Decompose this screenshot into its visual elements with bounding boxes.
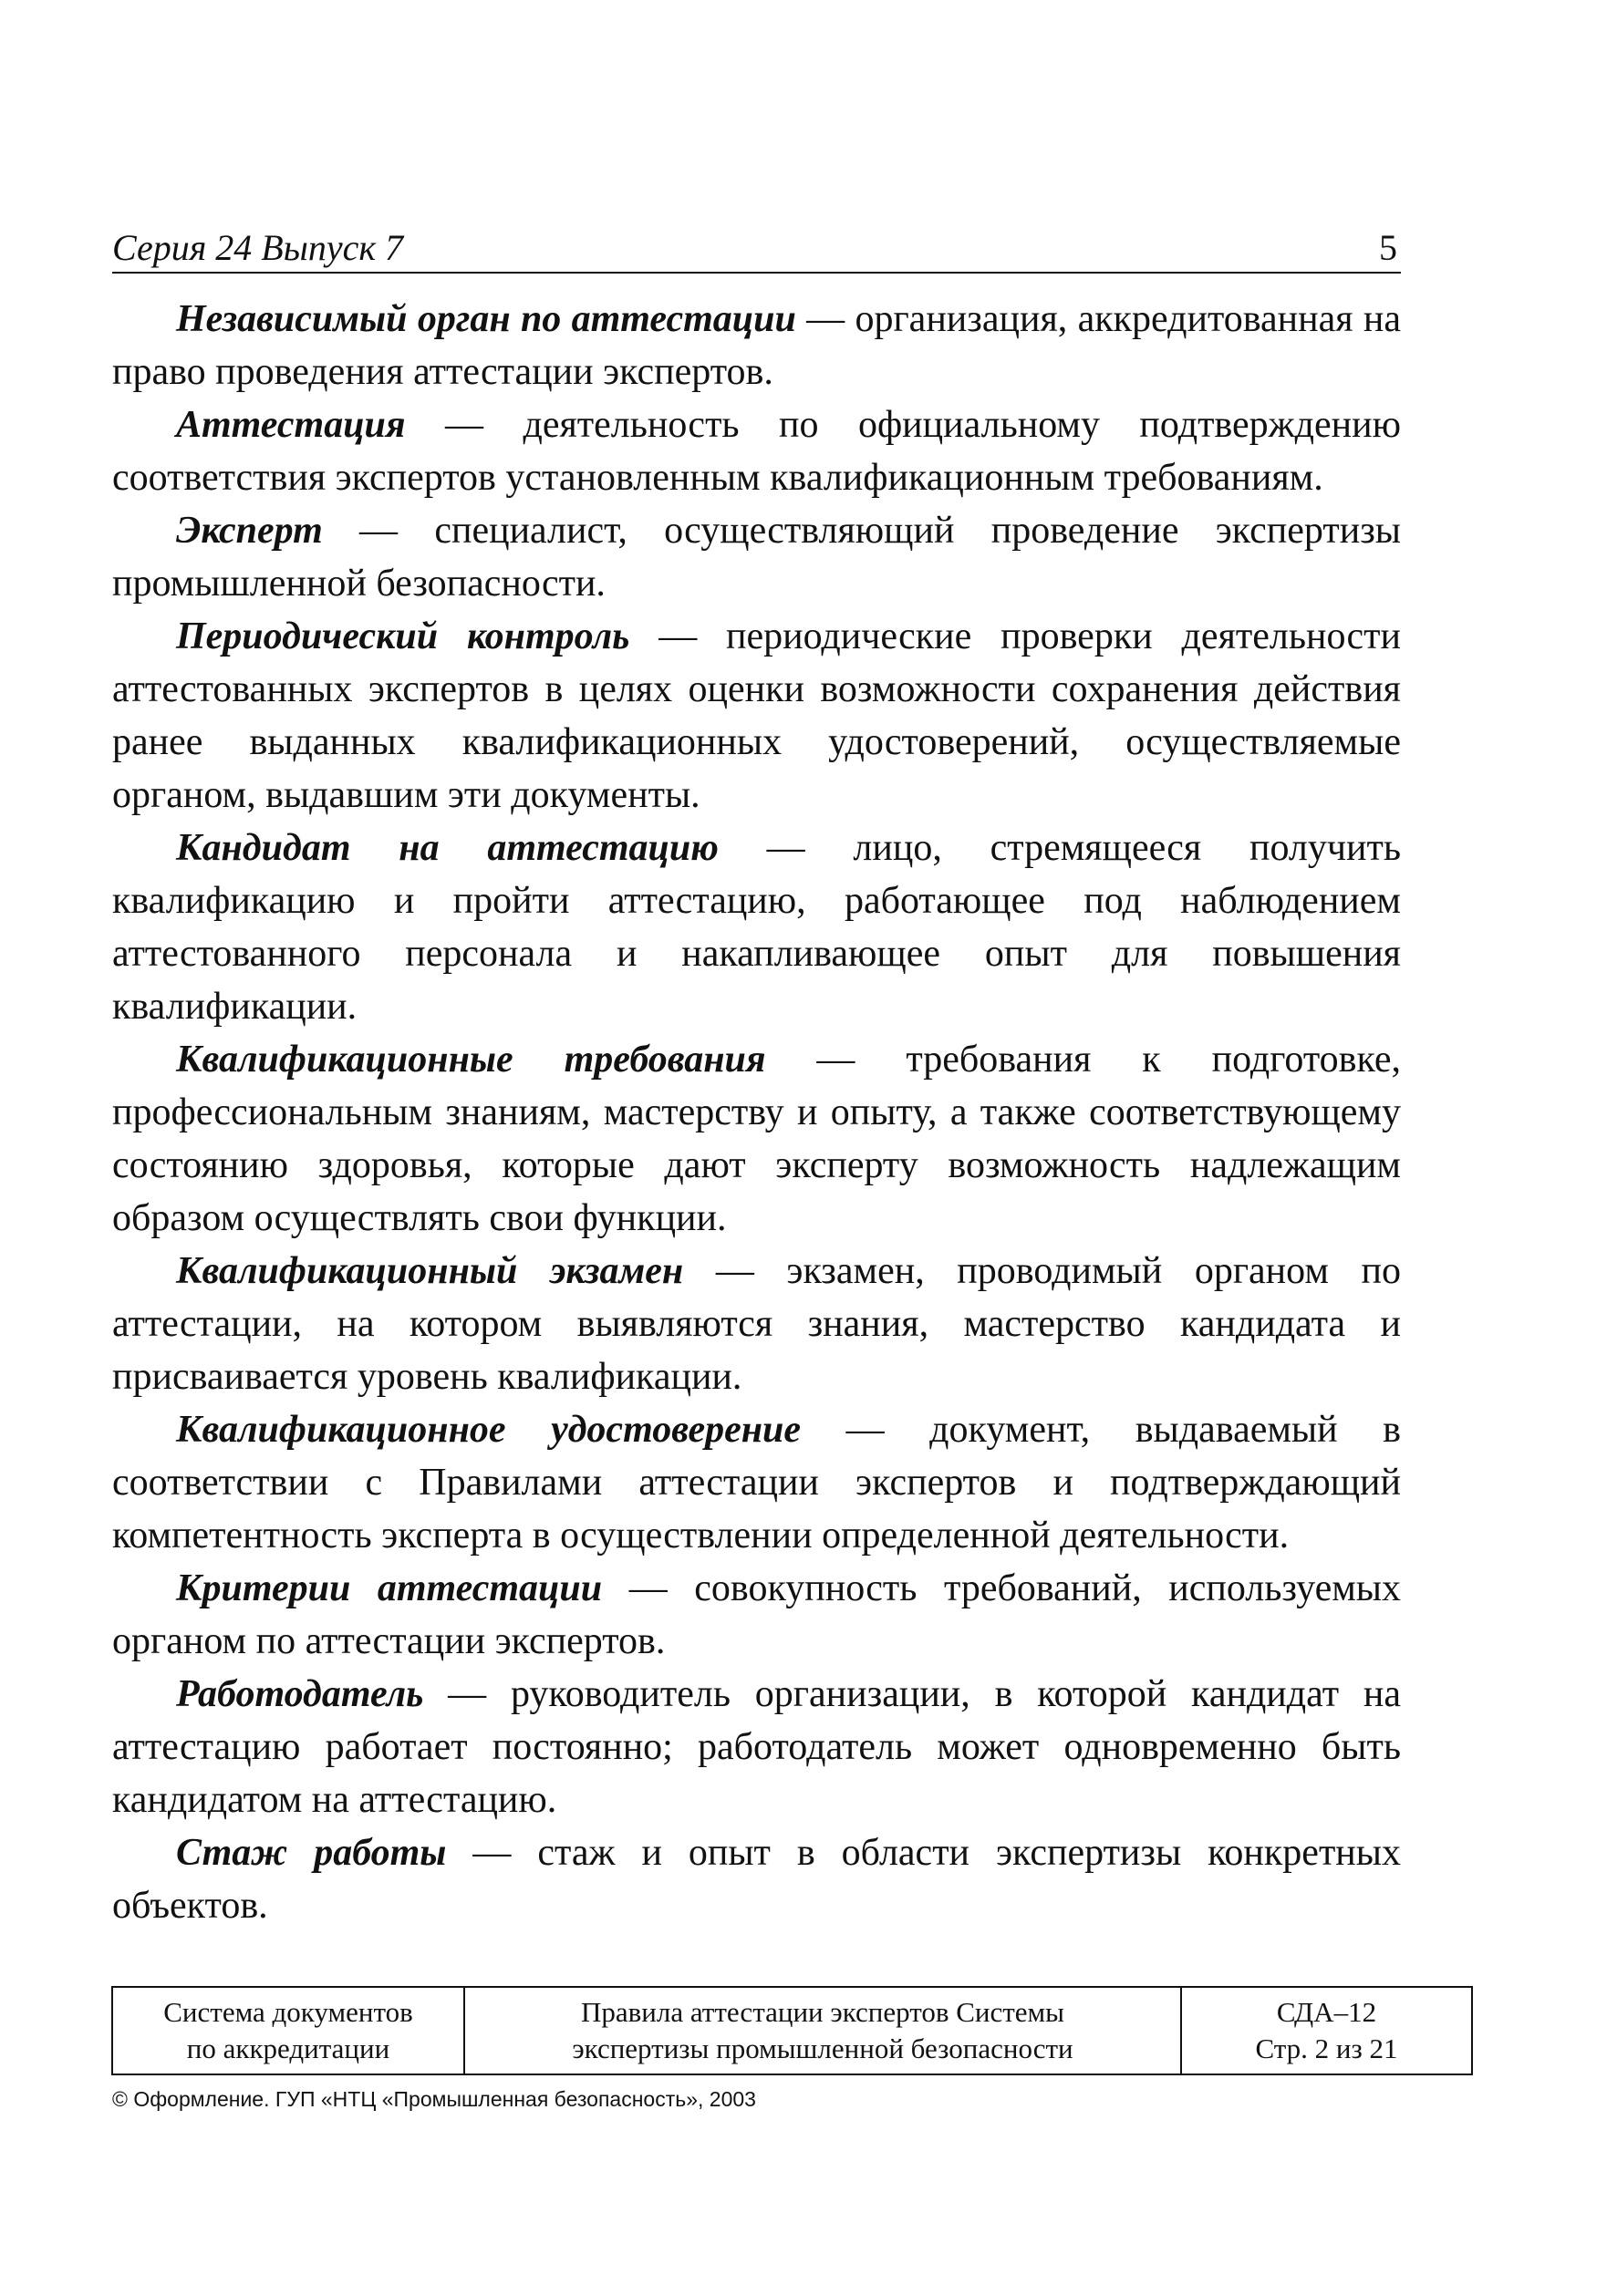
definition-qualification-exam: Квалификационный экзамен — экзамен, проводимый органом по аттестации, на котором выявляются знания, мастерство кандидата и присваивается уровень квалификации. (112, 1250, 1401, 1398)
definition-qualification-requirements: Квалификационные требования — требования к подготовке, профессиональным знаниям, мастерству и опыту, а также соответствующему состоянию здоровья, которые дают эксперту возможность надлежащим образом осуществлять свои функции. (112, 1039, 1402, 1239)
definition-attestation: Аттестация — деятельность по официальному подтверждению соответствия экспертов установленным квалификационным требованиям. (112, 404, 1402, 499)
definition-term: Квалификационный экзамен (176, 1250, 684, 1292)
definition-text: документ, выдаваемый в соответствии с Правилами аттестации экспертов и подтверждающий компетентность эксперта в осуществлении определенной деятельности. (112, 1409, 1402, 1557)
definition-term: Кандидат на аттестацию (176, 827, 719, 869)
definition-text: экзамен, проводимый органом по аттестации, на котором выявляются знания, мастерство кандидата и присваивается уровень квалификации. (112, 1250, 1401, 1398)
footer-line: экспертизы промышленной безопасности (572, 2032, 1073, 2064)
definition-term: Периодический контроль (176, 615, 630, 657)
running-head (112, 224, 1401, 274)
definition-work-experience: Стаж работы — стаж и опыт в области экспертизы конкретных объектов. (112, 1832, 1401, 1927)
definition-term: Квалификационные требования (176, 1039, 766, 1081)
footer-row (112, 1987, 1472, 2074)
document-title-cell (464, 1987, 1181, 2074)
definition-text: стаж и опыт в области экспертизы конкретных объектов. (112, 1832, 1401, 1927)
definition-text: руководитель организации, в которой кандидат на аттестацию работает постоянно; работодатель может одновременно быть кандидатом на аттестацию. (112, 1673, 1402, 1821)
page-number: 5 (1379, 227, 1397, 268)
footer-line: Стр. 2 из 21 (1255, 2032, 1398, 2064)
footer-line: СДА–12 (1276, 1996, 1377, 2028)
definition-periodic-control: Периодический контроль — периодические проверки деятельности аттестованных экспертов в целях оценки возможности сохранения действия ранее выданных квалификационных удостоверений, осуществляемые органом, выдавшим эти документы. (112, 615, 1401, 816)
definition-term: Критерии аттестации (176, 1567, 603, 1609)
definition-term: Квалификационное удостоверение (176, 1409, 802, 1451)
definition-term: Работодатель (176, 1673, 424, 1715)
document-system-cell (112, 1987, 464, 2074)
definition-text: требования к подготовке, профессиональным знаниям, мастерству и опыту, а также соответствующему состоянию здоровья, которые дают эксперту возможность надлежащим образом осуществлять свои функции. (112, 1039, 1402, 1239)
definition-term: Стаж работы (176, 1832, 447, 1874)
series-title: Серия 24 Выпуск 7 (112, 227, 404, 268)
definition-text: организация, аккредитованная на право проведения аттестации экспертов. (112, 298, 1401, 393)
definition-expert: Эксперт — специалист, осуществляющий проведение экспертизы промышленной безопасности. (112, 510, 1402, 605)
definition-text: лицо, стремящееся получить квалификацию и пройти аттестацию, работающее под наблюдением аттестованного персонала и накапливающее опыт для повышения квалификации. (112, 827, 1401, 1028)
definition-text: деятельность по официальному подтверждению соответствия экспертов установленным квалификационным требованиям. (112, 404, 1402, 499)
definitions-list (112, 293, 1401, 1932)
definition-term: Независимый орган по аттестации (176, 298, 796, 340)
definition-text: периодические проверки деятельности аттестованных экспертов в целях оценки возможности сохранения действия ранее выданных квалификационных удостоверений, осуществляемые органом, выдавшим эти документы. (112, 615, 1401, 816)
document-code-cell (1181, 1987, 1472, 2074)
footer-line: по аккредитации (186, 2032, 390, 2064)
definition-term: Аттестация (176, 404, 406, 446)
definition-independent-body: Независимый орган по аттестации — организация, аккредитованная на право проведения аттестации экспертов. (112, 298, 1401, 393)
definition-qualification-certificate: Квалификационное удостоверение — документ, выдаваемый в соответствии с Правилами аттестации экспертов и подтверждающий компетентность эксперта в осуществлении определенной деятельности. (112, 1409, 1402, 1557)
definition-candidate: Кандидат на аттестацию — лицо, стремящееся получить квалификацию и пройти аттестацию, работающее под наблюдением аттестованного персонала и накапливающее опыт для повышения квалификации. (112, 827, 1401, 1028)
document-footer-table (111, 1986, 1473, 2075)
definition-text: специалист, осуществляющий проведение экспертизы промышленной безопасности. (112, 510, 1402, 605)
definition-employer: Работодатель — руководитель организации, в которой кандидат на аттестацию работает постоянно; работодатель может одновременно быть кандидатом на аттестацию. (112, 1673, 1402, 1821)
definition-text: совокупность требований, используемых органом по аттестации экспертов. (112, 1567, 1402, 1662)
footer-line: Система документов (163, 1996, 413, 2028)
footer-line: Правила аттестации экспертов Системы (581, 1996, 1064, 2028)
definition-attestation-criteria: Критерии аттестации — совокупность требований, используемых органом по аттестации экспертов. (112, 1567, 1402, 1662)
definition-term: Эксперт (176, 510, 323, 552)
copyright-notice: © Оформление. ГУП «НТЦ «Промышленная безопасность», 2003 (112, 2087, 756, 2111)
